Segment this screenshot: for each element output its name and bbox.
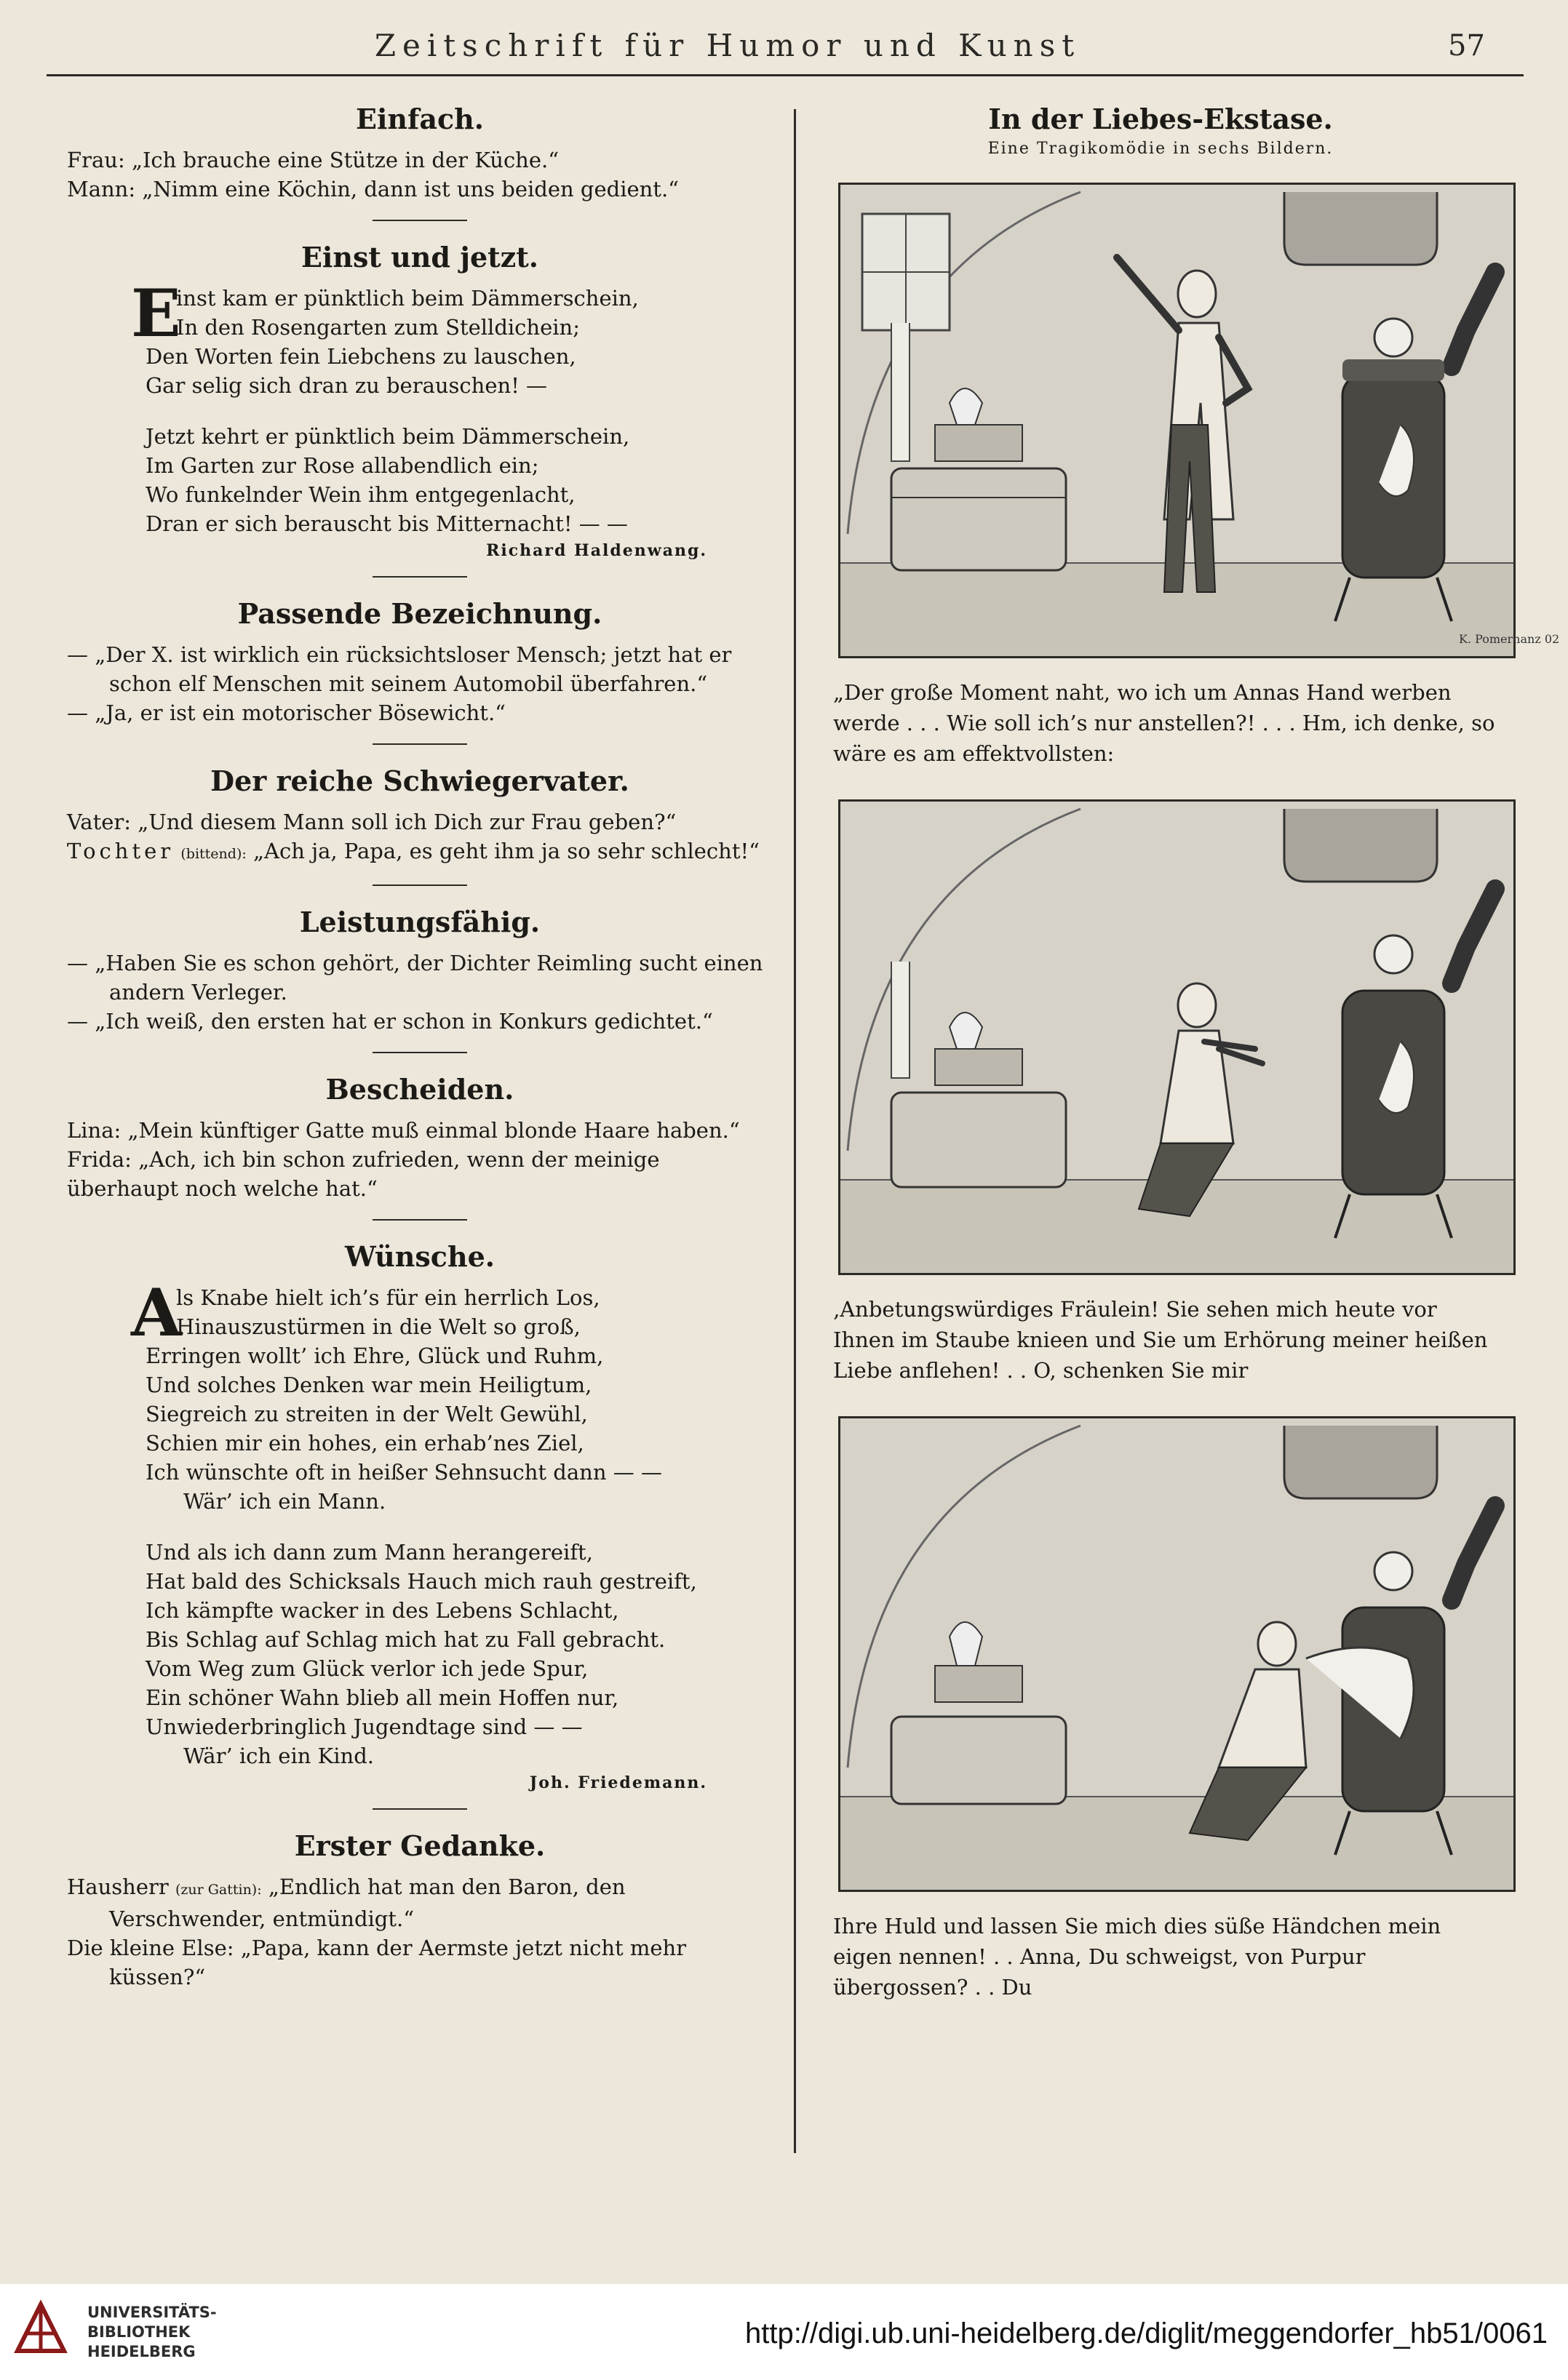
dialogue-line: Lina: „Mein künftiger Gatte muß einmal blonde Haare haben.“	[67, 1118, 740, 1143]
right-column	[811, 102, 1560, 2002]
verse-line: Wo funkelnder Wein ihm entgegenlacht,	[146, 482, 576, 507]
dialogue-line: — „Ich weiß, den ersten hat er schon in Konkurs gedichtet.“	[67, 1009, 713, 1034]
verse-line: inst kam er pünktlich beim Dämmerschein,	[176, 286, 639, 311]
verse-line: Hinauszustürmen in die Welt so groß,	[176, 1314, 581, 1339]
speaker-name: Tochter	[67, 839, 175, 863]
verse-line: Wär’ ich ein Kind.	[183, 1744, 375, 1768]
drop-cap: E	[131, 275, 181, 352]
section-divider	[373, 1219, 467, 1221]
illustration-panel-3	[838, 1416, 1516, 1892]
section-title: Leistungsfähig.	[299, 906, 541, 938]
section-title: In der Liebes-Ekstase.	[988, 103, 1333, 135]
verse-line: Wär’ ich ein Mann.	[183, 1489, 386, 1514]
dialogue-text: „Ach ja, Papa, es geht ihm ja so sehr schlecht!“	[252, 839, 760, 863]
section-title: Einst und jetzt.	[301, 241, 539, 273]
verse-line: Erringen wollt’ ich Ehre, Glück und Ruhm,	[146, 1343, 604, 1368]
illustration-panel-2	[838, 799, 1516, 1275]
dialogue-text: „Endlich hat man den Baron, den Verschwender, entmündigt.“	[109, 1874, 626, 1931]
verse-line: Schien mir ein hohes, ein erhab’nes Ziel,	[146, 1431, 584, 1455]
stage-direction: (bittend):	[180, 846, 247, 862]
dialogue-line	[67, 836, 773, 868]
running-head	[0, 22, 1568, 80]
panel-caption-1: „Der große Moment naht, wo ich um Annas Hand werben werde . . . Wie soll ich’s nur anstellen?! . . . Hm, ich denke, so wäre es am effektvollsten:	[833, 680, 1495, 766]
stage-direction: (zur Gattin):	[175, 1882, 262, 1898]
artist-signature: K. Pomerhanz 02	[1459, 632, 1560, 646]
header-rule	[47, 74, 1524, 76]
verse-line: Unwiederbringlich Jugendtage sind — —	[146, 1714, 583, 1739]
section-title: Wünsche.	[345, 1240, 495, 1273]
dialogue-line: Frau: „Ich brauche eine Stütze in der Küche.“	[67, 148, 560, 172]
verse-line: Jetzt kehrt er pünktlich beim Dämmerschein,	[146, 424, 630, 449]
section-divider	[373, 1052, 467, 1053]
section-title: Passende Bezeichnung.	[237, 597, 602, 630]
section-leistungsfaehig	[67, 905, 773, 1036]
dialogue-line: — „Der X. ist wirklich ein rücksichtsloser Mensch; jetzt hat er schon elf Menschen mit seinem Automobil überfahren.“	[67, 642, 732, 696]
illustration-panel-1	[838, 183, 1560, 658]
verse-line: In den Rosengarten zum Stelldichein;	[176, 315, 580, 340]
poem	[67, 275, 773, 560]
section-passende-bezeichnung	[67, 596, 773, 727]
author-signature: Joh. Friedemann.	[529, 1773, 707, 1792]
section-divider	[373, 1808, 467, 1810]
verse-line: Dran er sich berauscht bis Mitternacht! — —	[146, 511, 628, 536]
section-bescheiden	[67, 1072, 773, 1203]
verse-line: Vom Weg zum Glück verlor ich jede Spur,	[146, 1656, 589, 1681]
verse-line: Im Garten zur Rose allabendlich ein;	[146, 453, 539, 478]
drop-cap: A	[131, 1274, 182, 1351]
source-url-link[interactable]: http://digi.ub.uni-heidelberg.de/diglit/meggendorfer_hb51/0061	[744, 2317, 1548, 2349]
verse-line: Und solches Denken war mein Heiligtum,	[146, 1373, 592, 1397]
verse-line: Und als ich dann zum Mann herangereift,	[146, 1540, 593, 1565]
verse-line: Ich kämpfte wacker in des Lebens Schlacht,	[146, 1598, 619, 1623]
verse-line: Gar selig sich dran zu berauschen! —	[146, 373, 548, 398]
page-number: 57	[1448, 29, 1485, 63]
section-divider	[373, 743, 467, 745]
panel-caption-2: ‚Anbetungswürdiges Fräulein! Sie sehen mich heute vor Ihnen im Staube knieen und Sie um Erhörung meiner heißen Liebe anflehen! . . O, schenken Sie mir	[833, 1297, 1488, 1383]
section-einst-und-jetzt	[67, 240, 773, 560]
dialogue-line: — „Ja, er ist ein motorischer Bösewicht.“	[67, 700, 506, 725]
library-footer	[0, 2284, 1568, 2380]
section-schwiegervater	[67, 764, 773, 868]
section-title: Der reiche Schwiegervater.	[210, 764, 629, 797]
verse-line: ls Knabe hielt ich’s für ein herrlich Los,	[176, 1285, 600, 1310]
section-divider	[373, 220, 467, 221]
section-divider	[373, 884, 467, 886]
left-column	[67, 102, 773, 1992]
author-signature: Richard Haldenwang.	[486, 541, 707, 560]
dialogue-line: — „Haben Sie es schon gehört, der Dichter Reimling sucht einen andern Verleger.	[67, 951, 763, 1005]
column-divider	[794, 109, 796, 2153]
verse-line: Siegreich zu streiten in der Welt Gewühl,	[146, 1402, 588, 1426]
verse-line: Hat bald des Schicksals Hauch mich rauh gestreift,	[146, 1569, 697, 1594]
section-title: Einfach.	[356, 103, 484, 135]
speaker-name: Hausherr	[67, 1874, 169, 1899]
library-name: UNIVERSITÄTS- BIBLIOTHEK HEIDELBERG	[87, 2304, 217, 2360]
poem	[67, 1274, 773, 1792]
section-title: Bescheiden.	[325, 1073, 514, 1106]
verse-line: Ein schöner Wahn blieb all mein Hoffen nur,	[146, 1685, 619, 1710]
section-erster-gedanke	[67, 1829, 773, 1992]
journal-title: Zeitschrift für Humor und Kunst	[374, 28, 1081, 63]
panel-caption-3: Ihre Huld und lassen Sie mich dies süße Händchen mein eigen nennen! . . Anna, Du schweigst, von Purpur übergossen? . . Du	[833, 1914, 1441, 2000]
section-title: Erster Gedanke.	[294, 1829, 546, 1862]
verse-line: Bis Schlag auf Schlag mich hat zu Fall gebracht.	[146, 1627, 666, 1652]
verse-line: Den Worten fein Liebchens zu lauschen,	[146, 344, 576, 369]
verse-line: Ich wünschte oft in heißer Sehnsucht dann — —	[146, 1460, 662, 1485]
section-divider	[373, 576, 467, 578]
dialogue-line: Mann: „Nimm eine Köchin, dann ist uns beiden gedient.“	[67, 177, 679, 201]
dialogue-line: Vater: „Und diesem Mann soll ich Dich zur Frau geben?“	[67, 810, 677, 834]
section-einfach	[67, 102, 773, 204]
dialogue-line	[67, 1872, 773, 1933]
library-seal-icon	[10, 2297, 71, 2358]
section-subtitle: Eine Tragikomödie in sechs Bildern.	[987, 140, 1334, 158]
dialogue-line: Frida: „Ach, ich bin schon zufrieden, wenn der meinige überhaupt noch welche hat.“	[67, 1147, 660, 1201]
section-wuensche	[67, 1239, 773, 1792]
dialogue-line: Die kleine Else: „Papa, kann der Aermste jetzt nicht mehr küssen?“	[67, 1936, 687, 1989]
